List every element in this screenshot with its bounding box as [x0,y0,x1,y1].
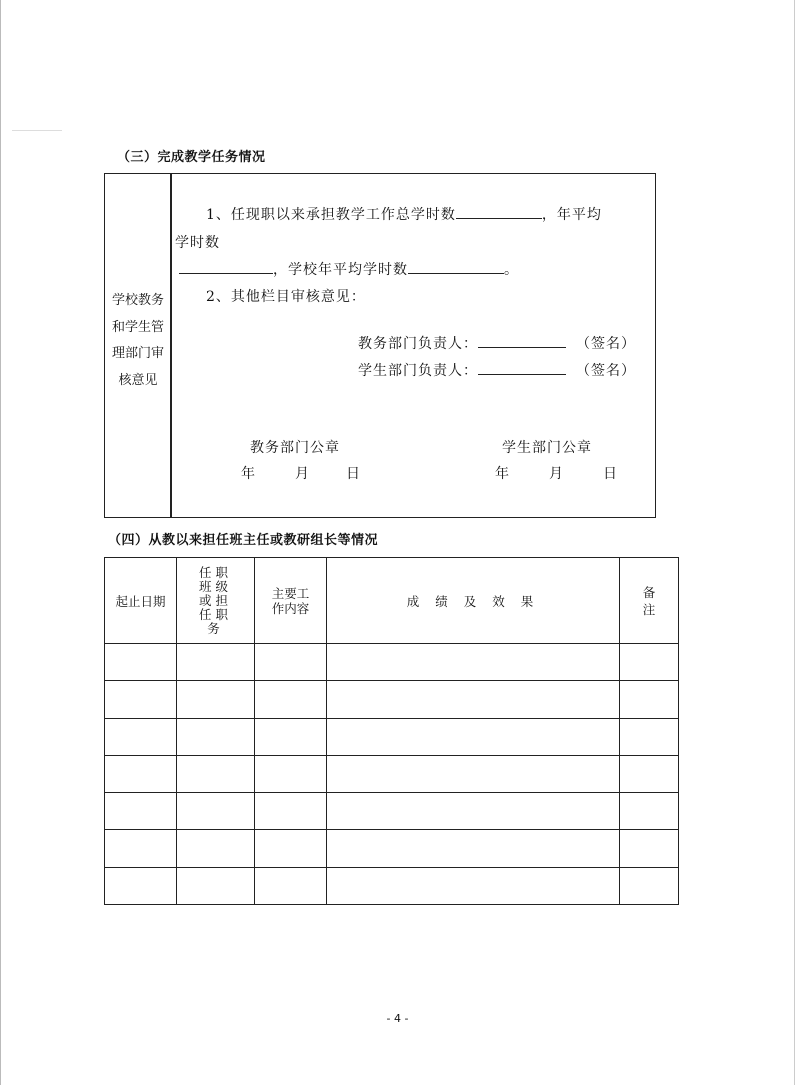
table-cell[interactable] [255,718,327,755]
academic-affairs-sign-line [358,333,636,353]
table-cell[interactable] [177,830,255,867]
academic-affairs-head-label: 教务部门负责人： [358,336,478,352]
table-header-row [105,558,679,644]
table-cell[interactable] [327,793,620,830]
table-cell[interactable] [105,644,177,681]
student-affairs-seal: 学生部门公章 [502,440,592,456]
col-results: 成 绩 及 效 果 [327,558,620,644]
table-cell[interactable] [620,867,679,904]
table-cell[interactable] [105,793,177,830]
position-history-table [104,557,679,905]
table-cell[interactable] [327,830,620,867]
hours-line-cont: 学时数 [175,235,220,251]
table-cell[interactable] [105,718,177,755]
school-avg-line [179,259,519,279]
col-remarks: 备注 [642,584,656,617]
table-cell[interactable] [105,830,177,867]
table-cell[interactable] [255,830,327,867]
date-month: 月 [295,466,310,482]
table-cell[interactable] [255,867,327,904]
table-cell[interactable] [105,755,177,792]
student-affairs-signature-blank[interactable] [478,360,566,375]
student-affairs-sign-line [358,360,636,380]
annual-avg-blank[interactable] [179,259,273,274]
table-row [105,755,679,792]
table-cell[interactable] [327,681,620,718]
academic-affairs-signature-blank[interactable] [478,333,566,348]
table-cell[interactable] [177,793,255,830]
page-number: - 4 - [386,1012,409,1025]
date-day: 日 [603,466,618,482]
table-row [105,644,679,681]
date-year: 年 [495,466,510,482]
total-hours-blank[interactable] [456,204,542,219]
table-row [105,867,679,904]
table-cell[interactable] [620,681,679,718]
table-cell[interactable] [620,755,679,792]
table-cell[interactable] [255,644,327,681]
student-affairs-head-label: 学生部门负责人： [358,363,478,379]
table-cell[interactable] [620,830,679,867]
review-department-label: 学校教务和学生管理部门审核意见 [111,293,164,388]
scan-mark [12,130,62,131]
section3-review-box [104,173,656,518]
table-cell[interactable] [177,644,255,681]
table-cell[interactable] [255,793,327,830]
table-cell[interactable] [255,681,327,718]
table-cell[interactable] [177,755,255,792]
table-row [105,830,679,867]
annual-avg-label: ，年平均 [541,207,602,223]
period-mark: 。 [504,262,519,278]
col-position: 任职班级或担任职务 [198,564,232,636]
table-cell[interactable] [177,867,255,904]
total-hours-label: 1、任现职以来承担教学工作总学时数 [206,207,456,223]
date-month: 月 [549,466,564,482]
table-cell[interactable] [105,681,177,718]
table-row [105,681,679,718]
table-cell[interactable] [327,755,620,792]
total-hours-line [206,204,602,224]
table-cell[interactable] [327,644,620,681]
table-cell[interactable] [105,867,177,904]
col-main-work: 主要工作内容 [271,585,310,616]
table-row [105,793,679,830]
table-cell[interactable] [620,644,679,681]
table-cell[interactable] [327,718,620,755]
signature-note: （签名） [576,363,636,379]
table-cell[interactable] [620,793,679,830]
section4-heading: （四）从教以来担任班主任或教研组长等情况 [108,533,379,548]
table-row [105,718,679,755]
other-review-line: 2、其他栏目审核意见： [206,289,366,305]
table-cell[interactable] [620,718,679,755]
school-avg-blank[interactable] [408,259,504,274]
academic-affairs-seal: 教务部门公章 [250,440,340,456]
table-cell[interactable] [327,867,620,904]
col-date-range: 起止日期 [105,558,177,644]
table-cell[interactable] [255,755,327,792]
column-divider [170,174,172,517]
signature-note: （签名） [576,336,636,352]
school-avg-label: ，学校年平均学时数 [273,262,408,278]
table-cell[interactable] [177,718,255,755]
date-day: 日 [346,466,361,482]
section3-heading: （三）完成教学任务情况 [117,150,266,165]
table-cell[interactable] [177,681,255,718]
date-year: 年 [241,466,256,482]
